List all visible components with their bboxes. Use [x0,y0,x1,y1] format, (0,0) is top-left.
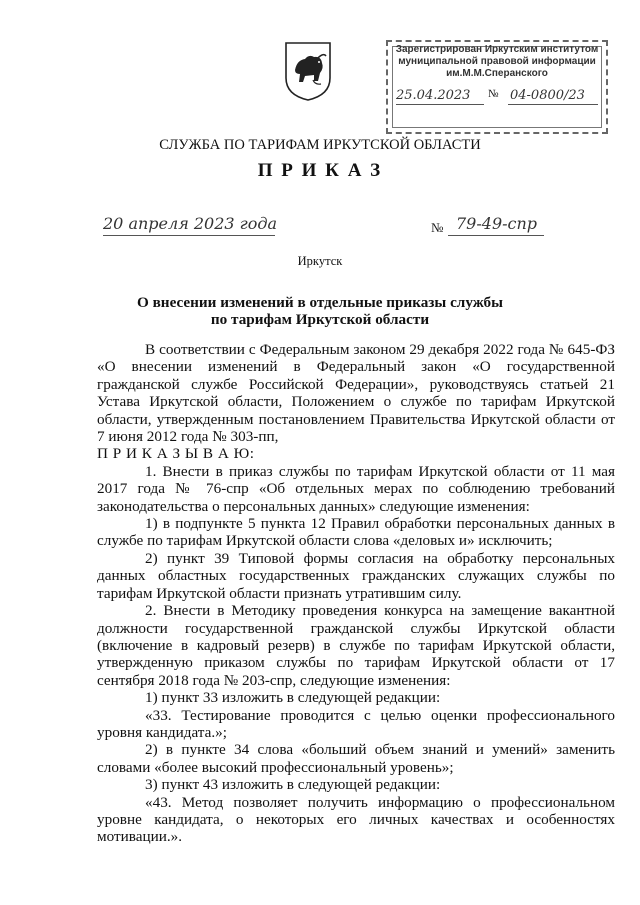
order-number-label: № [431,220,444,235]
stamp-number: 04-0800/23 [510,88,585,103]
item-2-subitem-1-quote: «33. Тестирование проводится с целью оценки профессионального уровня кандидата.»; [97,706,615,741]
item-2-paragraph: 2. Внести в Методику проведения конкурса на замещение вакантной должности государственной гражданской службы Иркутской области (включение в кадровый резерв) в службе по тарифам Иркутской области, утвержденную приказом службы по тарифам Иркутской области от 17 сентября 2018 года № 203-спр, следующие изменения: [97,602,615,689]
agency-name: СЛУЖБА ПО ТАРИФАМ ИРКУТСКОЙ ОБЛАСТИ [159,137,481,153]
date-underline [103,235,275,236]
preamble-paragraph: В соответствии с Федеральным законом 29 декабря 2022 года № 645-ФЗ «О внесении изменений в Федеральный закон «О государственной гражданской службе Российской Федерации», руководствуясь статьей 21 Устава Иркутской области, Положением о службе по тарифам Иркутской области, утвержденным постановлением Правительства Иркутской области от 7 июня 2012 года № 303-пп, [97,341,615,446]
item-2-subitem-3-quote: «43. Метод позволяет получить информацию о профессиональном уровне кандидата, о некоторых его личных качествах и особенностях мотивации.». [97,793,615,846]
item-1-paragraph: 1. Внести в приказ службы по тарифам Иркутской области от 11 мая 2017 года № 76-спр «Об отдельных мерах по соблюдению требований законодательства о персональных данных» следующие изменения: [97,462,615,515]
number-underline [448,235,544,236]
item-1-subitem-1: 1) в подпункте 5 пункта 12 Правил обработки персональных данных в службе по тарифам Иркутской области слова «деловых и» исключить; [97,515,615,550]
item-2-subitem-1: 1) пункт 33 изложить в следующей редакции: [145,689,441,707]
stamp-number-underline [508,104,598,105]
order-word: П Р И К А З Ы В А Ю: [97,445,255,463]
document-type: П Р И К А З [257,160,383,181]
item-1-subitem-2: 2) пункт 39 Типовой формы согласия на обработку персональных данных областных государственных гражданских служащих службы по тарифам Иркутской области признать утратившим силу. [97,549,615,602]
stamp-date: 25.04.2023 [396,88,471,103]
stamp-date-underline [396,104,484,105]
stamp-number-label: № [488,88,499,100]
city: Иркутск [297,254,343,268]
coat-of-arms-emblem [283,40,333,102]
order-number: 79-49-спр [456,214,538,233]
order-date: 20 апреля 2023 года [103,214,278,233]
order-body [97,341,615,846]
order-title: О внесении изменений в отдельные приказы службы по тарифам Иркутской области [137,294,503,328]
item-2-subitem-2: 2) в пункте 34 слова «больший объем знаний и умений» заменить словами «более высокий профессиональный уровень»; [97,741,615,776]
item-2-subitem-3: 3) пункт 43 изложить в следующей редакции: [145,776,441,794]
registration-stamp [386,40,608,134]
stamp-text: Зарегистрирован Иркутским институтом муниципальной правовой информации им.М.М.Сперанского [395,44,599,79]
